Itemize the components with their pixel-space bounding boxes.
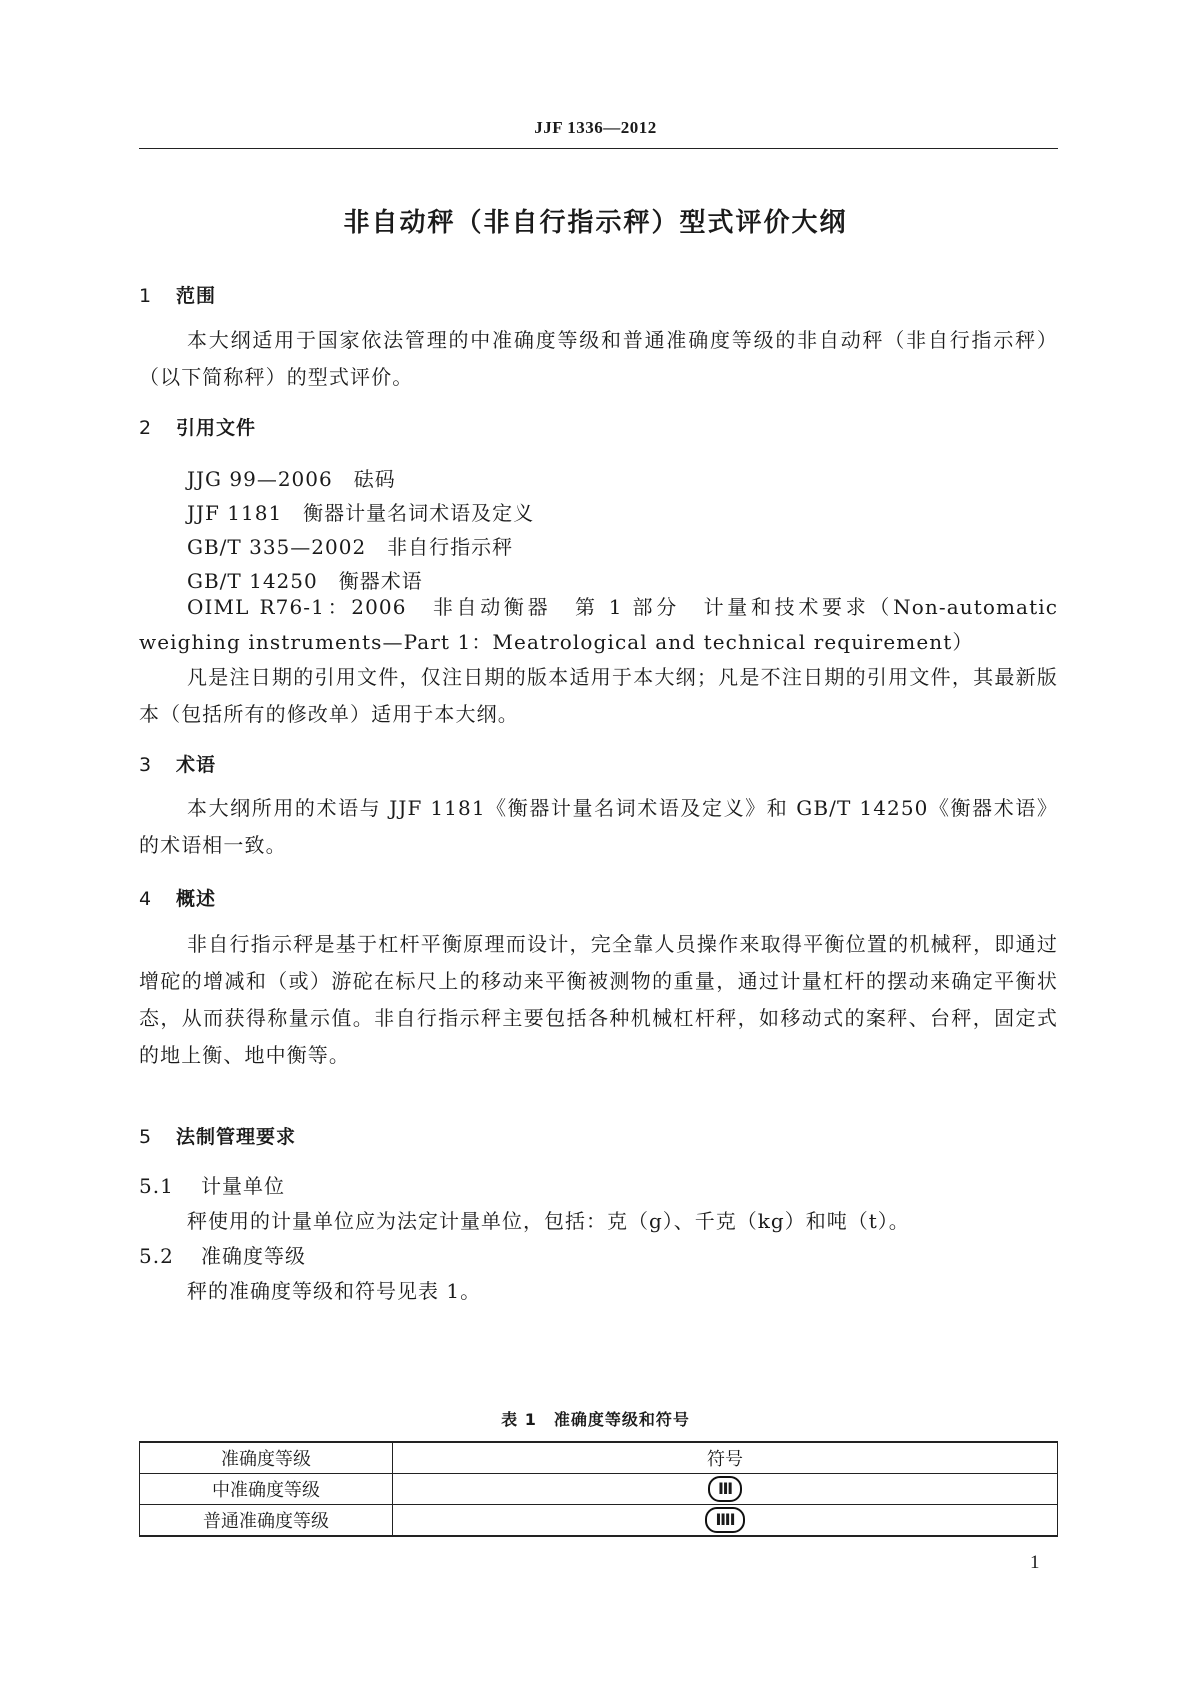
symbol-cell <box>393 1505 1058 1537</box>
subsection-title: 准确度等级 <box>201 1244 306 1268</box>
subsection-title: 计量单位 <box>201 1174 285 1198</box>
section-title: 法制管理要求 <box>176 1126 297 1148</box>
section-3-body: 本大纲所用的术语与 JJF 1181《衡器计量名词术语及定义》和 GB/T 14250《衡器术语》的术语相一致。 <box>139 796 1058 857</box>
reference-item: GB/T 335—2002 非自行指示秤 <box>187 535 514 559</box>
table-caption: 表 1 准确度等级和符号 <box>501 1410 690 1429</box>
section-1-body: 本大纲适用于国家依法管理的中准确度等级和普通准确度等级的非自动秤（非自行指示秤）（以下简称秤）的型式评价。 <box>139 328 1058 389</box>
subsection-5-2-heading <box>139 1240 306 1269</box>
section-title: 术语 <box>176 754 217 776</box>
section-number: 4 <box>139 888 153 910</box>
reference-item-oiml: OIML R76-1：2006 非自动衡器 第 1 部分 计量和技术要求（Non-automatic weighing instruments—Part 1：Meatrological and technical requirement） <box>139 595 1058 654</box>
section-5-heading <box>139 1122 296 1149</box>
reference-note: 凡是注日期的引用文件，仅注日期的版本适用于本大纲；凡是不注日期的引用文件，其最新版本（包括所有的修改单）适用于本大纲。 <box>139 665 1058 726</box>
grade-cell: 中准确度等级 <box>140 1474 393 1505</box>
table-header-cell: 符号 <box>393 1442 1058 1474</box>
section-number: 2 <box>139 417 153 439</box>
subsection-number: 5.1 <box>139 1174 174 1198</box>
section-4-body: 非自行指示秤是基于杠杆平衡原理而设计，完全靠人员操作来取得平衡位置的机械秤，即通过增砣的增减和（或）游砣在标尺上的移动来平衡被测物的重量，通过计量杠杆的摆动来确定平衡状态，从而获得称量示值。非自行指示秤主要包括各种机械杠杆秤，如移动式的案秤、台秤，固定式的地上衡、地中衡等。 <box>139 932 1058 1067</box>
page-number: 1 <box>1030 1552 1040 1573</box>
class-iiii-symbol: Ⅲ Ⅰ <box>705 1507 744 1533</box>
symbol-glyph: Ⅲ <box>715 1510 730 1529</box>
subsection-5-1-heading <box>139 1170 285 1199</box>
accuracy-class-table <box>139 1441 1058 1537</box>
reference-item: GB/T 14250 衡器术语 <box>187 569 423 593</box>
class-iii-symbol: Ⅲ <box>708 1476 742 1502</box>
section-title: 概述 <box>176 888 217 910</box>
section-4-heading <box>139 884 216 911</box>
section-title: 范围 <box>176 285 217 307</box>
section-1-heading <box>139 281 216 308</box>
table-header-row <box>140 1442 1058 1474</box>
reference-item: JJF 1181 衡器计量名词术语及定义 <box>187 501 535 525</box>
section-number: 1 <box>139 285 153 307</box>
reference-item: JJG 99—2006 砝码 <box>187 467 396 491</box>
section-title: 引用文件 <box>176 417 257 439</box>
subsection-number: 5.2 <box>139 1244 174 1268</box>
table-row <box>140 1474 1058 1505</box>
grade-cell: 普通准确度等级 <box>140 1505 393 1537</box>
section-3-heading <box>139 750 216 777</box>
section-2-heading <box>139 413 256 440</box>
section-number: 3 <box>139 754 153 776</box>
document-title: 非自动秤（非自行指示秤）型式评价大纲 <box>343 208 848 238</box>
standard-code-header: JJF 1336—2012 <box>534 118 657 137</box>
section-number: 5 <box>139 1126 153 1148</box>
subsection-5-1-body: 秤使用的计量单位应为法定计量单位，包括：克（g）、千克（kg）和吨（t）。 <box>187 1209 910 1233</box>
table-header-cell: 准确度等级 <box>140 1442 393 1474</box>
header-divider <box>139 148 1058 149</box>
symbol-cell <box>393 1474 1058 1505</box>
table-row <box>140 1505 1058 1537</box>
subsection-5-2-body: 秤的准确度等级和符号见表 1。 <box>187 1279 482 1303</box>
